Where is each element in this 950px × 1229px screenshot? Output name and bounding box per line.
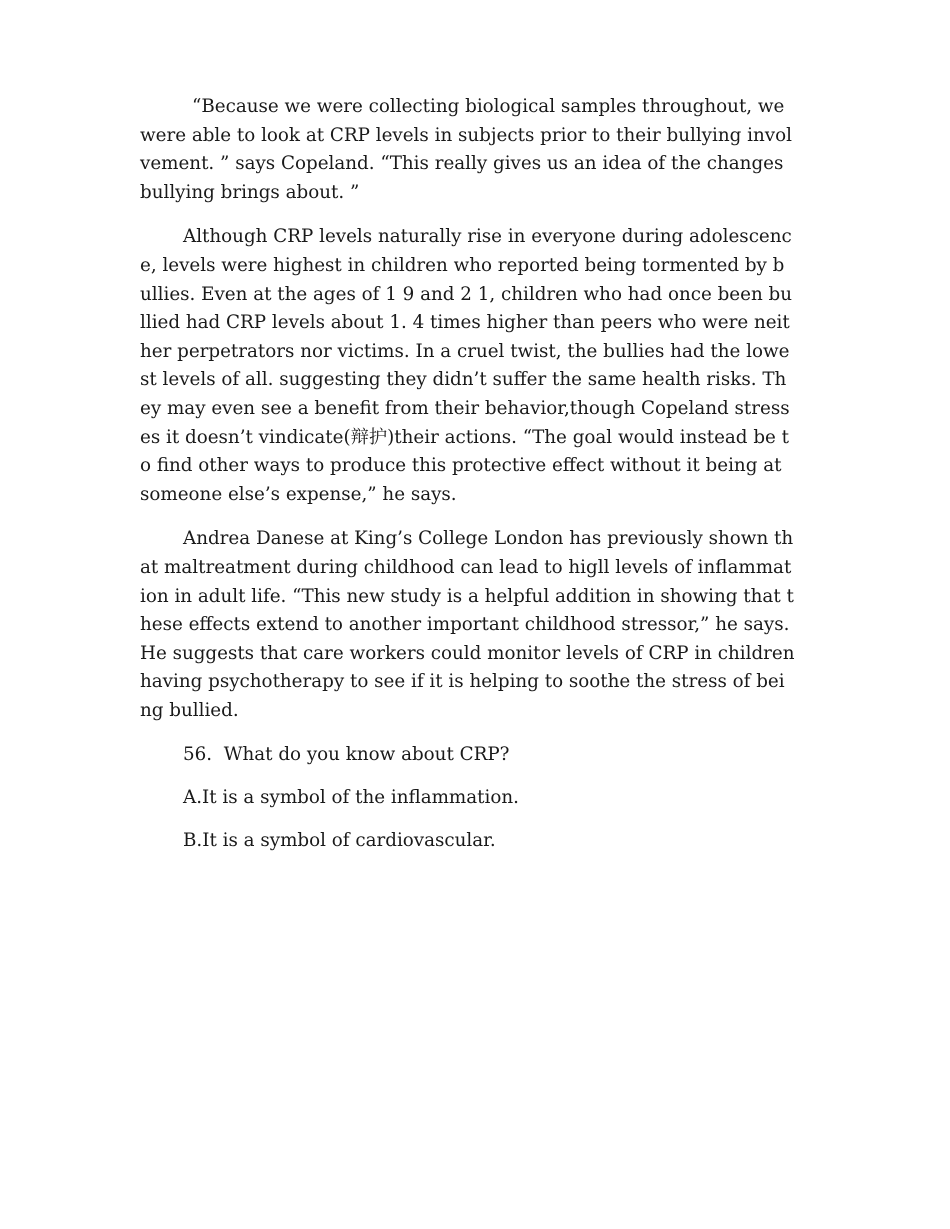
document-page <box>140 93 796 869</box>
paragraph-copeland-quote: “Because we were collecting biological samples throughout, we were able to look at CRP levels in subjects prior to their bullying involvement. ” says Copeland. “This really gives us an idea of the changes bullying brings about. ” <box>140 96 792 203</box>
question-text: 56. What do you know about CRP? <box>183 744 510 766</box>
question-block <box>140 741 796 855</box>
paragraph-crp-levels: Although CRP levels naturally rise in everyone during adolescence, levels were highest in children who reported being tormented by bullies. Even at the ages of 1 9 and 2 1, children who had once been bullied had CRP levels about 1. 4 times higher than peers who were neither perpetrators nor victims. In a cruel twist, the bullies had the lowest levels of all. suggesting they didn’t suffer the same health risks. They may even see a benefit from their behavior,though Copeland stresses it doesn’t vindicate(辩护)their actions. “The goal would instead be to find other ways to produce this protective effect without it being at someone else’s expense,” he says. <box>140 226 793 505</box>
option-a: A.It is a symbol of the inflammation. <box>183 787 519 809</box>
paragraph-danese: Andrea Danese at King’s College London has previously shown that maltreatment during childhood can lead to higll levels of inflammation in adult life. “This new study is a helpful addition in showing that these effects extend to another important childhood stressor,” he says. He suggests that care workers could monitor levels of CRP in children having psychotherapy to see if it is helping to soothe the stress of being bullied. <box>140 528 795 721</box>
option-b: B.It is a symbol of cardiovascular. <box>183 829 496 851</box>
